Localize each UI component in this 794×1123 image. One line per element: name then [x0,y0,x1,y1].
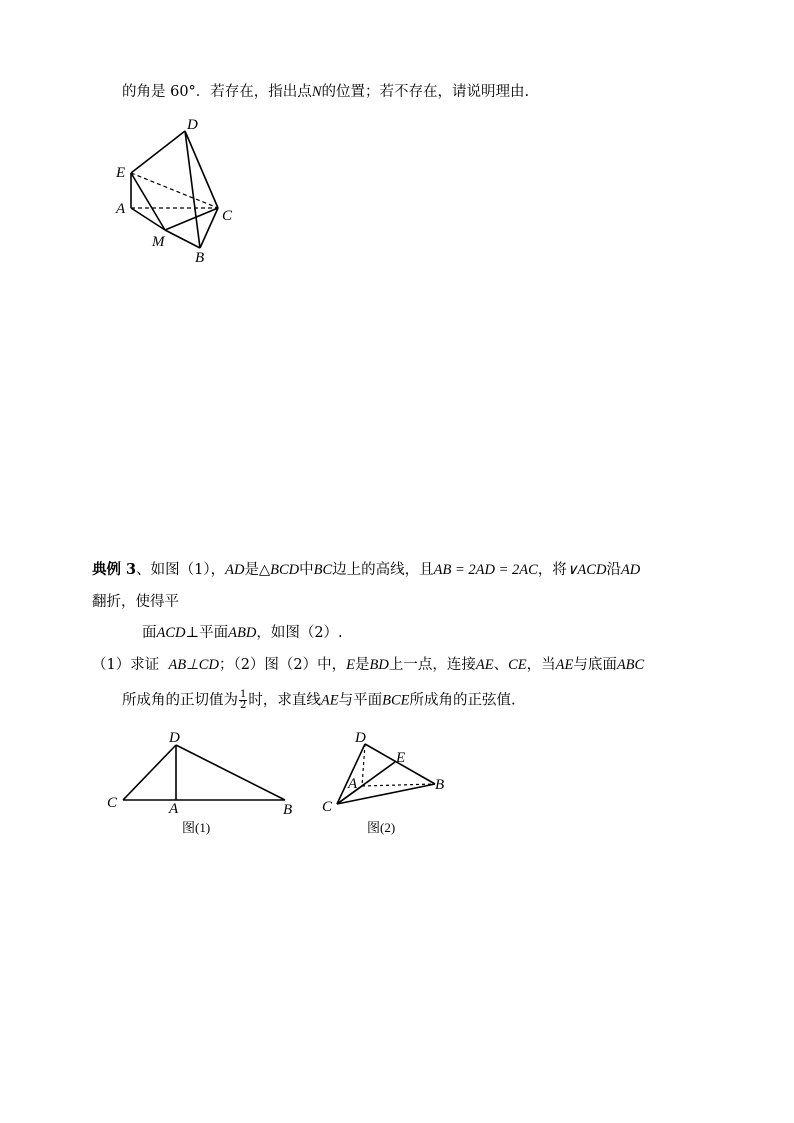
text-segment: 上一点，连接 [388,657,476,673]
label-D: D [187,117,198,133]
question-line-1 [92,655,644,675]
edge-DC [337,744,365,804]
edge-MB [165,230,200,248]
text-segment: 的位置；若不存在，请说明理由. [321,84,530,100]
edge-AM [131,208,165,230]
text-segment: 翻折，使得平 [92,594,179,610]
label-D: D [355,730,366,746]
label-B: B [195,250,205,266]
text-segment: 面 [142,625,157,641]
example-3-line-1 [92,560,640,580]
math-CE: CE [508,657,527,673]
text-segment: ，如图（2）. [256,625,343,641]
text-segment: 与平面 [338,692,383,709]
label-A: A [348,776,358,792]
text-segment: 中 [299,562,314,578]
label-D: D [169,730,180,746]
label-B: B [435,777,445,793]
label-C: C [107,795,118,811]
text-segment: （1）求证 [92,657,160,673]
math-AE: AE [320,692,339,709]
question-line-2 [122,690,516,711]
text-segment: 、 [493,657,509,673]
label-M: M [152,234,165,250]
math-AE: AE [475,657,494,673]
text-segment: ，将 [537,562,567,578]
math-BC: BC [313,562,333,578]
math-AB-perp-CD: AB⊥CD [168,657,219,673]
math-BD: BD [369,657,389,673]
example-3-line-2 [92,592,179,612]
figure-pyramid [105,110,245,270]
example-3-line-3 [142,623,343,643]
text-segment: 、如图（1）， [136,562,226,578]
point-label: N [311,84,322,100]
text-segment: 平面 [199,625,229,641]
math-BCD: BCD [270,562,300,578]
figure-1-caption: 图(1) [182,820,211,835]
math-ABC: ABC [616,657,645,673]
text-segment: 沿 [606,562,621,578]
label-C: C [222,208,233,224]
label-C: C [322,799,333,815]
math-equation: AB = 2AD = 2AC [433,562,538,578]
label-E: E [396,750,406,766]
text-segment: 是 [355,657,370,673]
triangle-symbol: △ [258,562,271,578]
label-A: A [116,201,126,217]
edge-ED [131,131,185,173]
figure-1-triangle [100,725,310,840]
text-segment: 与底面 [573,657,617,673]
math-ACD-triangle: ∨ACD [566,562,607,578]
point-E: E [346,657,356,673]
figure-2-caption: 图(2) [367,820,396,835]
math-ACD: ACD [156,625,186,641]
text-segment: 所成角的正弦值. [409,692,516,709]
paragraph-line-1 [122,82,529,102]
math-BCE: BCE [382,692,410,709]
text-segment: 是 [244,562,259,578]
label-A: A [169,801,179,817]
fraction-one-half: $\frac{1}{2}$ [240,689,247,711]
math-AD: AD [620,562,641,578]
edge-DB [176,745,285,800]
edge-CD [123,745,176,800]
text-segment: 所成角的正切值为 [122,692,238,709]
math-ABD: ABD [228,625,257,641]
text-segment: 的角是 60°．若存在，指出点 [122,84,312,100]
figure-2-pyramid [315,722,460,840]
edge-EM [131,173,165,230]
math-AE: AE [555,657,574,673]
math-AD: AD [225,562,245,578]
text-segment: ；（2）图（2）中， [218,657,347,673]
text-segment: 时，求直线 [248,692,321,709]
label-E: E [116,165,126,181]
text-segment: 边上的高线，且 [332,562,434,578]
text-segment: ，当 [526,657,556,673]
label-B: B [283,802,293,818]
perp-symbol: ⊥ [185,625,200,641]
example-title: 典例 3 [92,561,137,578]
